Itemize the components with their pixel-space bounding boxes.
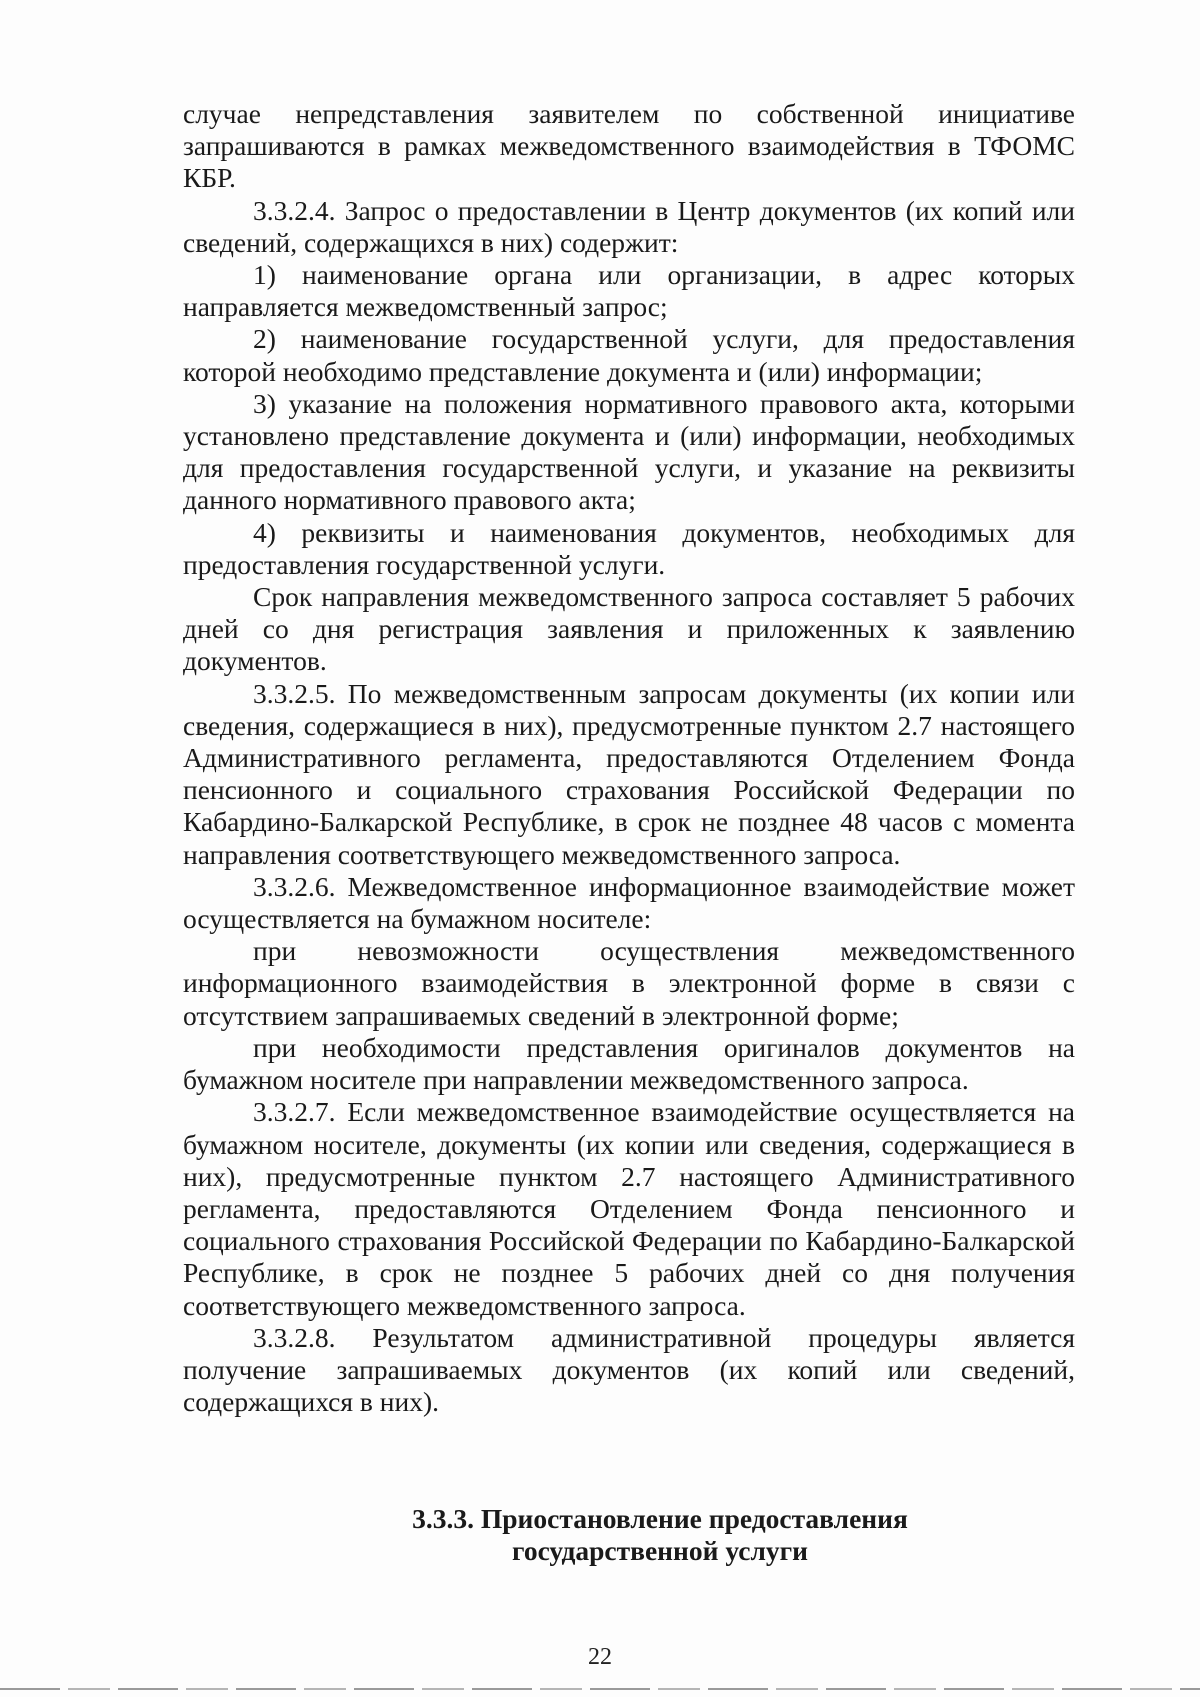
- paragraph-paper-case-2: при необходимости представления оригиналов документов на бумажном носителе при направлении межведомственного запроса.: [183, 1031, 1075, 1096]
- paragraph-request-deadline: Срок направления межведомственного запроса составляет 5 рабочих дней со дня регистрация заявления и приложенных к заявлению документов.: [183, 581, 1075, 677]
- paragraph-3-3-2-7: 3.3.2.7. Если межведомственное взаимодействие осуществляется на бумажном носителе, документы (их копии или сведения, содержащиеся в них), предусмотренные пунктом 2.7 настоящего Административного регламента, предоставляются Отделением Фонда пенсионного и социального страхования Российской Федерации по Кабардино-Балкарской Республике, в срок не позднее 5 рабочих дней со дня получения соответствующего межведомственного запроса.: [183, 1096, 1075, 1321]
- list-item-2: 2) наименование государственной услуги, для предоставления которой необходимо представление документа и (или) информации;: [183, 323, 1075, 387]
- paragraph-3-3-2-6: 3.3.2.6. Межведомственное информационное взаимодействие может осуществляется на бумажном носителе:: [183, 870, 1075, 935]
- list-item-1: 1) наименование органа или организации, в адрес которых направляется межведомственный запрос;: [183, 259, 1075, 323]
- paragraph-3-3-2-4: 3.3.2.4. Запрос о предоставлении в Центр документов (их копий или сведений, содержащихся в них) содержит:: [183, 194, 1075, 258]
- paragraph-paper-case-1: при невозможности осуществления межведомственного информационного взаимодействия в электронной форме в связи с отсутствием запрашиваемых сведений в электронной форме;: [183, 935, 1075, 1031]
- page-number: 22: [588, 1644, 612, 1670]
- list-item-4: 4) реквизиты и наименования документов, необходимых для предоставления государственной услуги.: [183, 516, 1075, 580]
- paragraph-3-3-2-5: 3.3.2.5. По межведомственным запросам документы (их копии или сведения, содержащиеся в них), предусмотренные пунктом 2.7 настоящего Административного регламента, предоставляются Отделением Фонда пенсионного и социального страхования Российской Федерации по Кабардино-Балкарской Республике, в срок не позднее 48 часов с момента направления соответствующего межведомственного запроса.: [183, 677, 1075, 870]
- section-heading-line-2: государственной услуги: [512, 1535, 808, 1566]
- body-text: [183, 98, 1075, 1418]
- section-heading-line-1: 3.3.3. Приостановление предоставления: [412, 1503, 908, 1534]
- scan-edge-line: [0, 1688, 1200, 1690]
- list-item-3: 3) указание на положения нормативного правового акта, которыми установлено представление документа и (или) информации, необходимых для предоставления государственной услуги, и указание на реквизиты данного нормативного правового акта;: [183, 387, 1075, 516]
- paragraph-3-3-2-8: 3.3.2.8. Результатом административной процедуры является получение запрашиваемых документов (их копий или сведений, содержащихся в них).: [183, 1321, 1075, 1418]
- section-heading: [300, 1503, 1020, 1567]
- paragraph-continuation: случае непредставления заявителем по собственной инициативе запрашиваются в рамках межведомственного взаимодействия в ТФОМС КБР.: [183, 98, 1075, 194]
